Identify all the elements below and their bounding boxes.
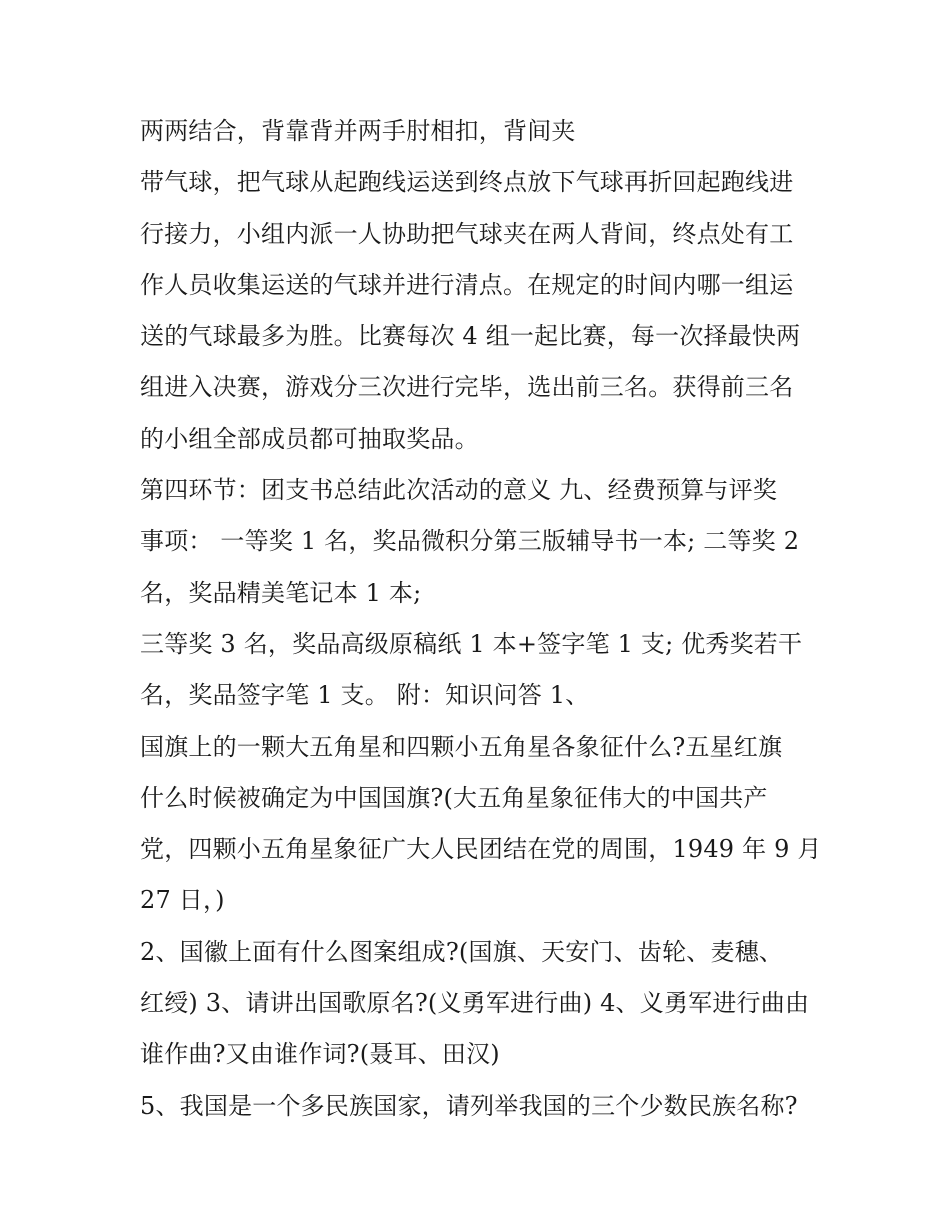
text-line: 带气球，把气球从起跑线运送到终点放下气球再折回起跑线进 <box>140 168 794 197</box>
text-line: 组进入决赛，游戏分三次进行完毕，选出前三名。获得前三名 <box>140 373 794 402</box>
text-line: 事项： 一等奖 1 名，奖品微积分第三版辅导书一本; 二等奖 2 <box>140 527 800 556</box>
text-line: 名，奖品签字笔 1 支。 附：知识问答 1、 <box>140 681 590 710</box>
document-body <box>140 106 820 1132</box>
text-line: 谁作曲?又由谁作词?(聂耳、田汉) <box>140 1040 500 1069</box>
text-line: 2、国徽上面有什么图案组成?(国旗、天安门、齿轮、麦穗、 <box>140 937 784 966</box>
text-line: 名，奖品精美笔记本 1 本; <box>140 578 422 607</box>
text-line: 红绶) 3、请讲出国歌原名?(义勇军进行曲) 4、义勇军进行曲由 <box>140 989 810 1018</box>
text-line: 国旗上的一颗大五角星和四颗小五角星各象征什么?五星红旗 <box>140 732 783 761</box>
text-line: 作人员收集运送的气球并进行清点。在规定的时间内哪一组运 <box>140 270 794 299</box>
text-line: 两两结合，背靠背并两手肘相扣，背间夹 <box>140 117 576 145</box>
text-line: 27 日，) <box>140 886 225 915</box>
text-line: 第四环节：团支书总结此次活动的意义 九、经费预算与评奖 <box>140 476 778 505</box>
text-line: 行接力，小组内派一人协助把气球夹在两人背间，终点处有工 <box>140 219 794 248</box>
text-line: 党，四颗小五角星象征广大人民团结在党的周围，1949 年 9 月 <box>140 835 822 864</box>
text-line: 5、我国是一个多民族国家，请列举我国的三个少数民族名称? <box>140 1091 798 1120</box>
text-line: 的小组全部成员都可抽取奖品。 <box>140 424 479 453</box>
text-line: 送的气球最多为胜。比赛每次 4 组一起比赛，每一次择最快两 <box>140 322 801 351</box>
text-line: 什么时候被确定为中国国旗?(大五角星象征伟大的中国共产 <box>140 783 768 812</box>
text-line: 三等奖 3 名，奖品高级原稿纸 1 本+签字笔 1 支; 优秀奖若干 <box>140 629 803 658</box>
